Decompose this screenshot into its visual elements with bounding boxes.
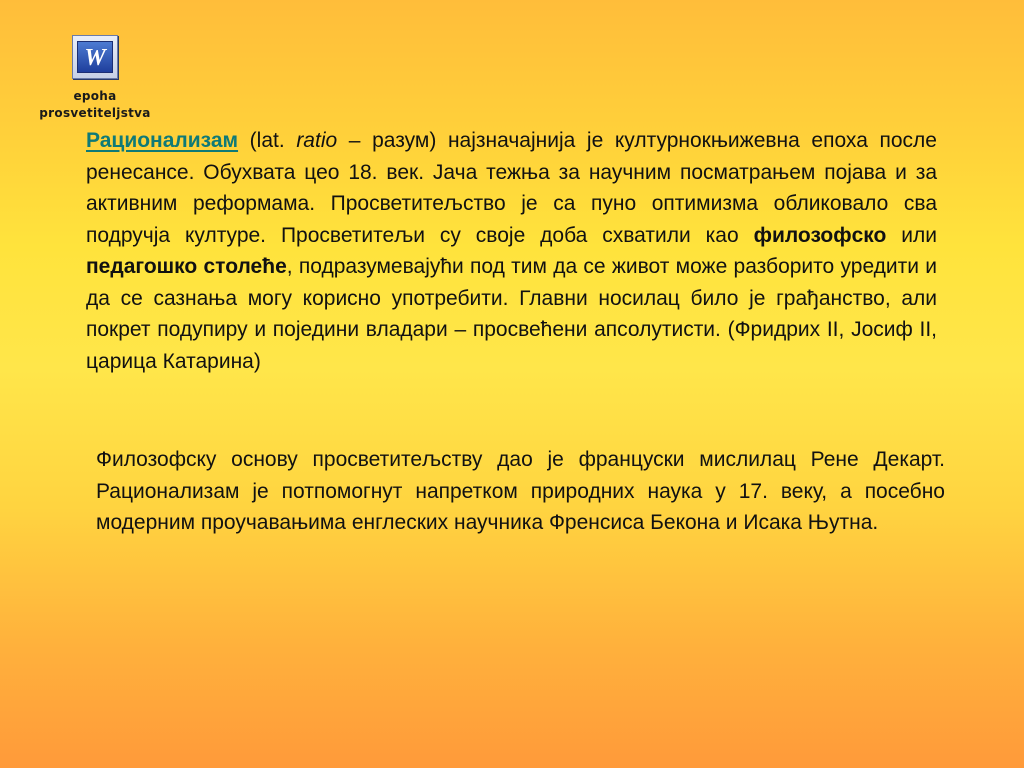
icon-caption-line2: prosvetiteljstva — [39, 106, 151, 120]
para1-text-or: или — [886, 223, 937, 247]
para1-text-mid: – разум) најзначајнија је културнокњижевна епоха после ренесансе. Обухвата цео 18. век. Јача тежња за научним посматрањем појава и за активним реформама. Просветитељство је са пуно оптимизма обликовало сва подручја културе. Просветитељи су своје доба схватили као — [86, 129, 937, 247]
icon-caption[interactable] — [30, 88, 160, 122]
word-document-icon[interactable] — [72, 35, 118, 79]
bold-term-pedagogical-century: педагошко столеће — [86, 255, 287, 278]
word-w-glyph-icon — [80, 44, 110, 70]
paragraph-descartes: Филозофску основу просветитељству дао је француски мислилац Рене Декарт. Рационализам је потпомогнут напретком природних наука у 17. веку, а посебно модерним проучавањима енглеских научника Френсиса Бекона и Исака Њутна. — [96, 448, 945, 534]
rationalism-link[interactable]: Рационализам — [86, 129, 239, 152]
para1-text-end: , подразумевајући под тим да се живот може разборито уредити и да се сазнања могу корисно употребити. Главни носилац било је грађанство, али покрет подупиру и поједини владари – просвећени апсолутисти. (Фридрих II, Јосиф II, царица Катарина) — [86, 255, 937, 373]
para1-text-open: (lat. — [238, 129, 297, 152]
paragraph-rationalism — [86, 125, 937, 377]
svg-text:W: W — [84, 45, 106, 70]
word-icon-face — [77, 41, 113, 73]
latin-word: ratio — [296, 129, 338, 152]
bold-term-philosophical: филозофско — [753, 223, 887, 247]
icon-caption-line1: epoha — [73, 89, 117, 103]
